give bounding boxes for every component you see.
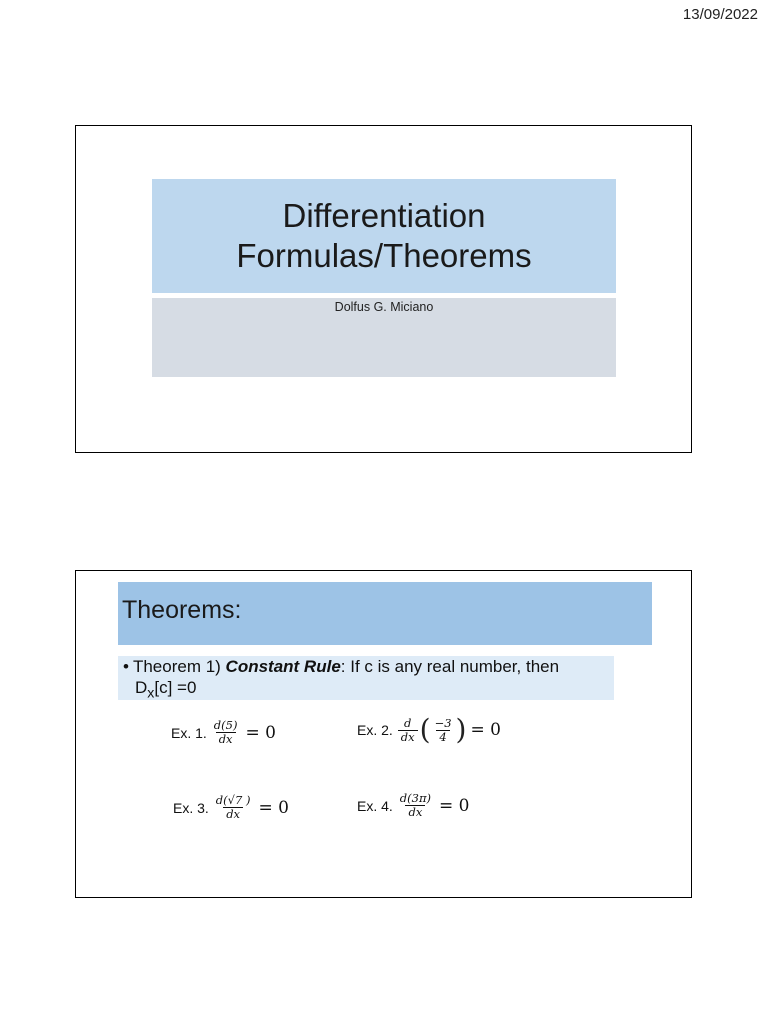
example-label: Ex. 2.: [357, 722, 393, 738]
fraction-denominator: dx: [405, 805, 425, 819]
inner-denominator: 4: [436, 730, 449, 744]
slide-heading: Theorems:: [122, 596, 242, 624]
example-label: Ex. 1.: [171, 724, 207, 741]
derivative-fraction: [398, 792, 433, 819]
left-paren: (: [419, 713, 431, 746]
example-result: = 0: [258, 797, 289, 818]
formula-subscript: x: [147, 685, 155, 702]
fraction-denominator: dx: [223, 807, 243, 821]
title-line-2: Formulas/Theorems: [236, 237, 532, 274]
theorem-prefix: Theorem 1): [132, 657, 226, 676]
example-label: Ex. 3.: [173, 799, 209, 816]
example-3: [173, 794, 289, 821]
fraction-numerator: d: [404, 715, 412, 730]
example-4: [357, 792, 469, 819]
derivative-fraction: [214, 794, 253, 821]
subtitle-box: [152, 298, 616, 377]
example-1: [171, 719, 276, 746]
derivative-fraction: [212, 719, 240, 746]
author-name: Dolfus G. Miciano: [334, 300, 434, 314]
bullet-marker: •: [123, 657, 129, 676]
fraction-denominator: dx: [216, 732, 236, 746]
title-slide: [75, 125, 692, 453]
formula-rest: [c] =0: [154, 678, 197, 697]
fraction-numerator: d(√7 ): [215, 793, 251, 807]
title-line-1: Differentiation: [282, 197, 486, 234]
example-result: = 0: [245, 722, 276, 743]
inner-numerator: −3: [434, 715, 452, 730]
derivative-fraction: [398, 717, 418, 744]
example-result: = 0: [470, 720, 501, 740]
fraction-numerator: d(5): [213, 718, 238, 732]
title-box: [152, 179, 616, 293]
fraction-numerator: d(3π): [399, 791, 432, 805]
theorem-formula: [123, 677, 613, 704]
fraction-denominator: dx: [398, 730, 418, 744]
formula-d: D: [135, 678, 148, 697]
heading-box: [118, 582, 652, 645]
page-date: 13/09/2022: [682, 6, 758, 23]
bullet-box: [118, 656, 614, 700]
theorems-slide: [75, 570, 692, 898]
example-result: = 0: [439, 795, 470, 816]
rule-name: Constant Rule: [225, 657, 341, 676]
theorem-text: : If c is any real number, then: [340, 657, 560, 676]
example-2: [357, 713, 501, 746]
example-label: Ex. 4.: [357, 797, 393, 814]
slide-title: [236, 196, 531, 276]
inner-fraction: [433, 717, 454, 744]
theorem-bullet: [123, 656, 613, 704]
right-paren: ): [455, 713, 467, 746]
